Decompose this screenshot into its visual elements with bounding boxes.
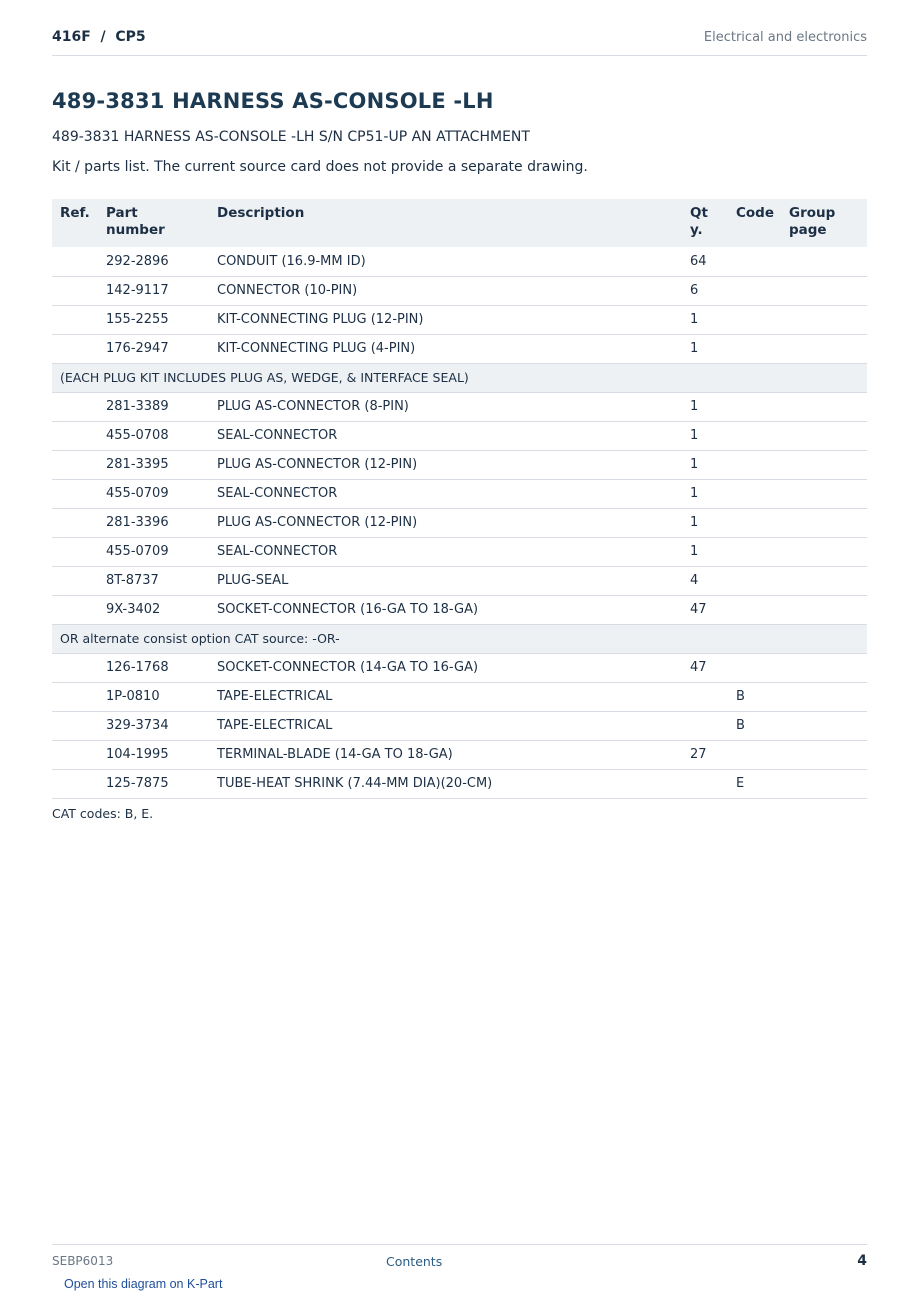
qty-cell: 1	[682, 392, 728, 421]
parts-table	[52, 199, 867, 799]
ref-cell	[52, 595, 98, 624]
qty-cell: 27	[682, 740, 728, 769]
page-footer	[52, 1244, 867, 1275]
ref-cell	[52, 740, 98, 769]
col-header-group-page: Group page	[781, 199, 867, 247]
table-note-row	[52, 624, 867, 653]
ref-cell	[52, 334, 98, 363]
table-row	[52, 682, 867, 711]
group-page-cell	[781, 334, 867, 363]
page-header	[52, 28, 867, 56]
group-page-cell	[781, 479, 867, 508]
table-header-row	[52, 199, 867, 247]
table-row	[52, 740, 867, 769]
ref-cell	[52, 566, 98, 595]
code-cell	[728, 450, 781, 479]
code-cell: E	[728, 769, 781, 798]
document-id: SEBP6013	[52, 1254, 114, 1268]
part-number-cell: 104-1995	[98, 740, 209, 769]
ref-cell	[52, 247, 98, 276]
table-row	[52, 508, 867, 537]
table-row	[52, 537, 867, 566]
part-number-cell: 292-2896	[98, 247, 209, 276]
part-number-cell: 281-3396	[98, 508, 209, 537]
description-cell: TAPE-ELECTRICAL	[209, 711, 682, 740]
table-row	[52, 711, 867, 740]
ref-cell	[52, 537, 98, 566]
contents-link[interactable]: Contents	[386, 1254, 443, 1269]
description-cell: SOCKET-CONNECTOR (16-GA TO 18-GA)	[209, 595, 682, 624]
description-cell: PLUG-SEAL	[209, 566, 682, 595]
table-row	[52, 566, 867, 595]
code-cell: B	[728, 711, 781, 740]
code-cell	[728, 334, 781, 363]
code-cell: B	[728, 682, 781, 711]
description-cell: KIT-CONNECTING PLUG (4-PIN)	[209, 334, 682, 363]
qty-cell: 1	[682, 334, 728, 363]
table-row	[52, 653, 867, 682]
part-number-cell: 455-0709	[98, 537, 209, 566]
description-cell: SOCKET-CONNECTOR (14-GA TO 16-GA)	[209, 653, 682, 682]
qty-cell	[682, 682, 728, 711]
table-row	[52, 595, 867, 624]
code-cell	[728, 653, 781, 682]
table-row	[52, 392, 867, 421]
ref-cell	[52, 450, 98, 479]
group-page-cell	[781, 769, 867, 798]
table-note-text: OR alternate consist option CAT source: -OR-	[52, 624, 867, 653]
qty-cell: 1	[682, 305, 728, 334]
code-cell	[728, 305, 781, 334]
code-cell	[728, 421, 781, 450]
qty-cell: 1	[682, 537, 728, 566]
group-page-cell	[781, 450, 867, 479]
qty-cell: 1	[682, 479, 728, 508]
description-cell: SEAL-CONNECTOR	[209, 421, 682, 450]
code-cell	[728, 595, 781, 624]
ref-cell	[52, 653, 98, 682]
part-number-cell: 281-3395	[98, 450, 209, 479]
col-header-part-number: Part number	[98, 199, 209, 247]
group-page-cell	[781, 566, 867, 595]
code-cell	[728, 479, 781, 508]
ref-cell	[52, 479, 98, 508]
ref-cell	[52, 508, 98, 537]
page-subtitle: 489-3831 HARNESS AS-CONSOLE -LH S/N CP51-UP AN ATTACHMENT	[52, 129, 530, 145]
group-page-cell	[781, 653, 867, 682]
description-cell: SEAL-CONNECTOR	[209, 537, 682, 566]
group-page-cell	[781, 682, 867, 711]
code-cell	[728, 740, 781, 769]
code-cell	[728, 247, 781, 276]
col-header-qty: Qty.	[682, 199, 728, 247]
part-number-cell: 455-0709	[98, 479, 209, 508]
col-header-description: Description	[209, 199, 682, 247]
parts-table-body	[52, 247, 867, 798]
qty-cell	[682, 769, 728, 798]
ref-cell	[52, 711, 98, 740]
group-page-cell	[781, 305, 867, 334]
part-number-cell: 455-0708	[98, 421, 209, 450]
section-label: Electrical and electronics	[703, 30, 867, 45]
code-cell	[728, 508, 781, 537]
part-number-cell: 1P-0810	[98, 682, 209, 711]
ref-cell	[52, 392, 98, 421]
ref-cell	[52, 305, 98, 334]
description-cell: CONDUIT (16.9-MM ID)	[209, 247, 682, 276]
part-number-cell: 155-2255	[98, 305, 209, 334]
code-cell	[728, 276, 781, 305]
part-number-cell: 9X-3402	[98, 595, 209, 624]
description-cell: TUBE-HEAT SHRINK (7.44-MM DIA)(20-CM)	[209, 769, 682, 798]
group-page-cell	[781, 392, 867, 421]
table-row	[52, 450, 867, 479]
description-cell: TAPE-ELECTRICAL	[209, 682, 682, 711]
part-number-cell: 125-7875	[98, 769, 209, 798]
group-page-cell	[781, 508, 867, 537]
qty-cell	[682, 711, 728, 740]
qty-cell: 6	[682, 276, 728, 305]
part-number-cell: 8T-8737	[98, 566, 209, 595]
page-number: 4	[857, 1253, 867, 1269]
group-page-cell	[781, 247, 867, 276]
table-row	[52, 421, 867, 450]
group-page-cell	[781, 276, 867, 305]
table-note-row	[52, 363, 867, 392]
ref-cell	[52, 421, 98, 450]
cat-codes-note: CAT codes: B, E.	[52, 806, 154, 821]
qty-cell: 47	[682, 653, 728, 682]
description-cell: KIT-CONNECTING PLUG (12-PIN)	[209, 305, 682, 334]
col-header-ref: Ref.	[52, 199, 98, 247]
qty-cell: 4	[682, 566, 728, 595]
qty-cell: 1	[682, 450, 728, 479]
table-note-text: (EACH PLUG KIT INCLUDES PLUG AS, WEDGE, & INTERFACE SEAL)	[52, 363, 867, 392]
kpart-link[interactable]: Open this diagram on K-Part	[64, 1277, 223, 1291]
code-cell	[728, 566, 781, 595]
qty-cell: 47	[682, 595, 728, 624]
group-page-cell	[781, 537, 867, 566]
part-number-cell: 142-9117	[98, 276, 209, 305]
qty-cell: 1	[682, 508, 728, 537]
part-number-cell: 281-3389	[98, 392, 209, 421]
breadcrumb: 416F / CP5	[52, 29, 146, 45]
page-note: Kit / parts list. The current source card does not provide a separate drawing.	[52, 159, 588, 175]
ref-cell	[52, 276, 98, 305]
table-row	[52, 479, 867, 508]
ref-cell	[52, 682, 98, 711]
table-row	[52, 769, 867, 798]
code-cell	[728, 537, 781, 566]
qty-cell: 1	[682, 421, 728, 450]
table-row	[52, 247, 867, 276]
table-row	[52, 334, 867, 363]
description-cell: PLUG AS-CONNECTOR (12-PIN)	[209, 508, 682, 537]
part-number-cell: 176-2947	[98, 334, 209, 363]
part-number-cell: 126-1768	[98, 653, 209, 682]
group-page-cell	[781, 595, 867, 624]
description-cell: PLUG AS-CONNECTOR (12-PIN)	[209, 450, 682, 479]
description-cell: PLUG AS-CONNECTOR (8-PIN)	[209, 392, 682, 421]
group-page-cell	[781, 711, 867, 740]
description-cell: CONNECTOR (10-PIN)	[209, 276, 682, 305]
qty-cell: 64	[682, 247, 728, 276]
description-cell: TERMINAL-BLADE (14-GA TO 18-GA)	[209, 740, 682, 769]
group-page-cell	[781, 421, 867, 450]
part-number-cell: 329-3734	[98, 711, 209, 740]
col-header-code: Code	[728, 199, 781, 247]
page-title: 489-3831 HARNESS AS-CONSOLE -LH	[52, 89, 494, 113]
table-row	[52, 305, 867, 334]
description-cell: SEAL-CONNECTOR	[209, 479, 682, 508]
code-cell	[728, 392, 781, 421]
ref-cell	[52, 769, 98, 798]
table-row	[52, 276, 867, 305]
group-page-cell	[781, 740, 867, 769]
